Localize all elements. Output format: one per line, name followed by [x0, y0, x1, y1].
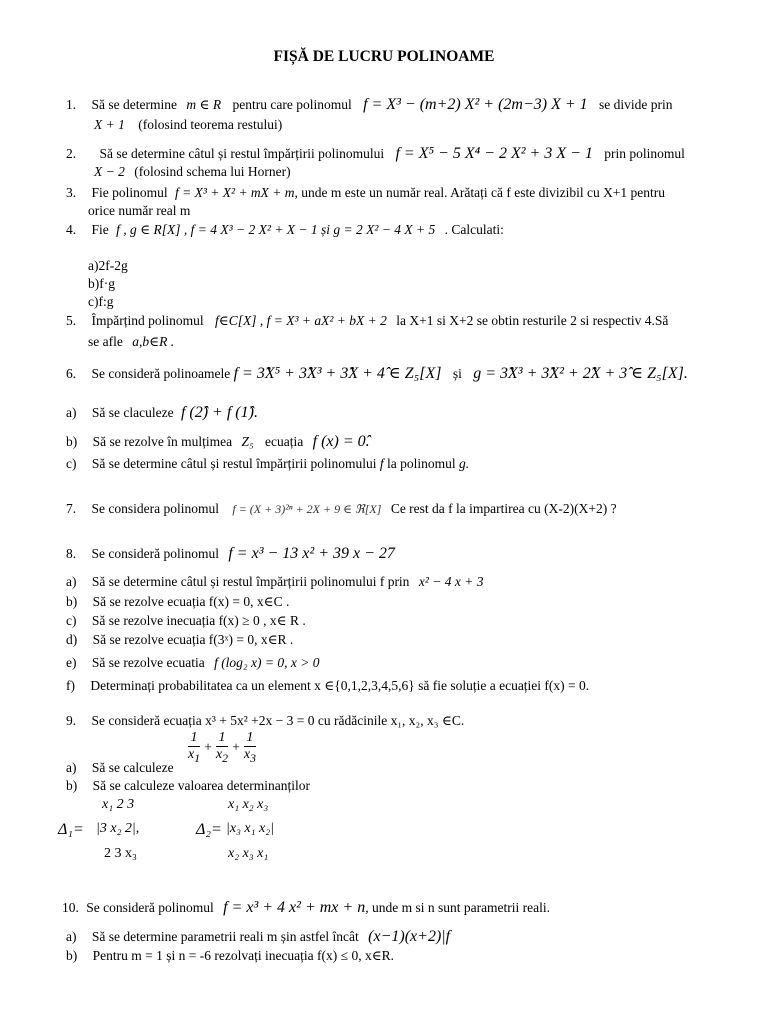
problem-text: Fie: [91, 222, 109, 237]
formula: a,b∈R .: [132, 334, 175, 349]
formula: f = X⁵ − 5 X⁴ − 2 X² + 3 X − 1: [395, 145, 593, 162]
formula: f: [379, 456, 384, 471]
formula: f = X³ − (m+2) X² + (2m−3) X + 1: [363, 96, 588, 113]
item-text: la polinomul: [386, 456, 456, 471]
formula: x² − 4 x + 3: [418, 574, 484, 589]
item-label: a): [66, 929, 77, 944]
problem-text: Ce rest da f la impartirea cu (X-2)(X+2) ?: [390, 501, 617, 516]
fraction: $\frac{1}{x_1}$: [188, 730, 201, 765]
item-label: a): [66, 574, 77, 589]
page-title: FIȘĂ DE LUCRU POLINOAME: [273, 48, 495, 65]
problem-number: 10.: [62, 900, 79, 915]
determinant-1-row-2: |3 x₂ 2|,: [96, 821, 140, 836]
item-text: Să se rezolve ecuatia: [91, 655, 205, 670]
problem-number: 7.: [66, 501, 77, 516]
determinant-2-row-2: |x₃ x₁ x₂|: [226, 821, 274, 836]
item-label: b): [66, 594, 78, 609]
item-label: a): [66, 405, 77, 420]
problem-number: 6.: [66, 366, 77, 381]
problem-2-line-1: [66, 145, 685, 163]
item-text: Să se rezolve ecuația f(x) = 0, x∈C .: [92, 594, 290, 609]
problem-text: Să se determine câtul și restul împărțirii polinomului: [99, 146, 385, 161]
item-label: c): [66, 613, 77, 628]
problem-text: , unde m este un număr real. Arătați că f este divizibil cu X+1 pentru: [294, 185, 666, 200]
formula: f , g ∈ R[X] , f = 4 X³ − 2 X² + X − 1 și g = 2 X² − 4 X + 5: [116, 222, 436, 237]
problem-9-item-b: [66, 778, 310, 794]
problem-text: și: [452, 366, 462, 381]
item-text: Să se claculeze: [91, 405, 174, 420]
item-label: c): [66, 456, 77, 471]
item-text: Să se determine câtul și restul împărțirii polinomului f prin: [91, 574, 410, 589]
problem-text: Se consideră polinoamele: [91, 366, 231, 381]
problem-text: Se consideră polinomul: [91, 546, 219, 561]
item-label: b): [66, 434, 78, 449]
problem-8-line-1: [66, 545, 395, 563]
item-text: Să se determine parametrii reali m șin astfel încât: [91, 929, 359, 944]
item-label: f): [66, 678, 75, 693]
problem-2-line-2: [94, 164, 291, 180]
problem-text: prin polinomul: [604, 146, 685, 161]
problem-5-line-1: [66, 313, 668, 329]
formula: f = 3̂X⁵ + 3̂X³ + 3̂X + 4̂ ∈ Z₅[X]: [233, 365, 442, 382]
formula: X − 2: [94, 164, 125, 179]
item-label: b): [66, 778, 78, 793]
reciprocal-sum-formula: $\frac{1}{x_1}$ + $\frac{1}{x_2}$ + $\frac{1}{x_3}$: [188, 730, 256, 765]
determinant-1-row-1: x₁ 2 3: [102, 797, 135, 812]
problem-6-item-c: [66, 456, 469, 472]
formula: f (log₂ x) = 0, x > 0: [214, 655, 320, 670]
determinant-2-row-3: x₂ x₃ x₁: [228, 846, 269, 861]
formula: g.: [458, 456, 470, 471]
problem-text: Să se determine: [91, 97, 177, 112]
problem-number: 8.: [66, 546, 77, 561]
problem-text: Se considera polinomul: [91, 501, 219, 516]
problem-text: orice număr real m: [88, 203, 191, 218]
item-label: e): [66, 655, 77, 670]
item-label: a): [66, 760, 77, 775]
problem-number: 3.: [66, 185, 77, 200]
problem-8-item-c: [66, 613, 306, 629]
problem-8-item-f: [66, 678, 589, 694]
problem-4-item-c: c)f:g: [88, 294, 114, 309]
problem-7-line-1: [66, 501, 617, 517]
item-text: Să se rezolve inecuația f(x) ≥ 0 , x∈ R .: [91, 613, 306, 628]
problem-5-line-2: [88, 334, 174, 350]
problem-text: (folosind teorema restului): [138, 117, 283, 132]
formula: f = X³ + X² + mX + m: [175, 185, 295, 200]
problem-text: , unde m si n sunt parametrii reali.: [365, 900, 551, 915]
problem-text: Se consideră ecuația x³ + 5x² +2x − 3 = 0 cu rădăcinile x₁, x₂, x₃ ∈C.: [91, 713, 465, 728]
problem-6-item-a: [66, 404, 258, 422]
item-label: b): [66, 948, 78, 963]
problem-text: se divide prin: [599, 97, 673, 112]
problem-1-line-2: [94, 117, 282, 133]
problem-6-item-b: [66, 433, 370, 451]
determinant-1-row-3: 2 3 x₃: [104, 846, 137, 861]
problem-text: pentru care polinomul: [232, 97, 352, 112]
problem-text: Împărțind polinomul: [91, 313, 204, 328]
determinant-2-label: Δ₂=: [196, 821, 222, 838]
problem-3-line-2: [88, 203, 190, 219]
problem-text: la X+1 si X+2 se obtin resturile 2 si respectiv 4.Să: [396, 313, 669, 328]
problem-4-item-b: b)f·g: [88, 276, 115, 291]
problem-10-line-1: [62, 899, 550, 917]
item-text: Pentru m = 1 și n = -6 rezolvați inecuația f(x) ≤ 0, x∈R.: [92, 948, 395, 963]
problem-8-item-e: [66, 655, 319, 671]
item-label: d): [66, 632, 78, 647]
problem-8-item-b: [66, 594, 289, 610]
problem-1-line-1: [66, 96, 673, 114]
problem-number: 4.: [66, 222, 77, 237]
problem-number: 2.: [66, 146, 77, 161]
item-text: Să se determine câtul și restul împărțirii polinomului: [91, 456, 377, 471]
problem-text: . Calculati:: [444, 222, 504, 237]
determinant-1-label: Δ₁=: [58, 821, 84, 838]
problem-8-item-a: [66, 574, 483, 590]
problem-3-line-1: [66, 185, 665, 201]
problem-10-item-a: [66, 928, 450, 946]
formula: g = 3̂X³ + 3̂X² + 2̂X + 3̂ ∈ Z₅[X].: [473, 365, 688, 382]
problem-9-line-1: [66, 713, 464, 729]
problem-9-item-a: [66, 760, 174, 776]
problem-number: 5.: [66, 313, 77, 328]
problem-8-item-d: [66, 632, 293, 648]
problem-number: 9.: [66, 713, 77, 728]
problem-4-line-1: [66, 222, 504, 238]
item-text: Să se rezolve în mulțimea: [92, 434, 233, 449]
formula: Z₅: [241, 434, 254, 449]
item-text: ecuația: [265, 434, 304, 449]
formula: f = x³ − 13 x² + 39 x − 27: [228, 545, 395, 562]
fraction: $\frac{1}{x_2}$: [215, 730, 228, 765]
formula: m ∈ R: [186, 97, 222, 112]
item-text: Să se rezolve ecuația f(3ˣ) = 0, x∈R .: [92, 632, 294, 647]
item-text: Să se calculeze valoarea determinanților: [92, 778, 311, 793]
problem-4-item-a: a)2f-2g: [88, 258, 128, 273]
problem-text: se afle: [88, 334, 123, 349]
problem-10-item-b: [66, 948, 394, 964]
formula: (x−1)(x+2)|f: [368, 928, 451, 945]
formula: f∈C[X] , f = X³ + aX² + bX + 2: [215, 313, 387, 328]
problem-text: Fie polinomul: [91, 185, 168, 200]
problem-6-line-1: [66, 365, 688, 383]
problem-number: 1.: [66, 97, 77, 112]
formula: f (x) = 0̂.: [312, 433, 370, 450]
problem-text: (folosind schema lui Horner): [134, 164, 291, 179]
fraction: $\frac{1}{x_3}$: [243, 730, 256, 765]
problem-text: Se consideră polinomul: [86, 900, 214, 915]
item-text: Să se calculeze: [91, 760, 174, 775]
formula: f = x³ + 4 x² + mx + n: [223, 899, 366, 916]
formula: X + 1: [94, 117, 125, 132]
determinant-2-row-1: x₁ x₂ x₃: [228, 797, 269, 812]
formula: f = (X + 3)²ⁿ + 2X + 9 ∈ ℜ[X]: [232, 502, 382, 516]
item-text: Determinați probabilitatea ca un element x ∈{0,1,2,3,4,5,6} să fie soluție a ecuației f(x) = 0.: [90, 678, 590, 693]
formula: f (2̂) + f (1̂).: [180, 404, 258, 421]
